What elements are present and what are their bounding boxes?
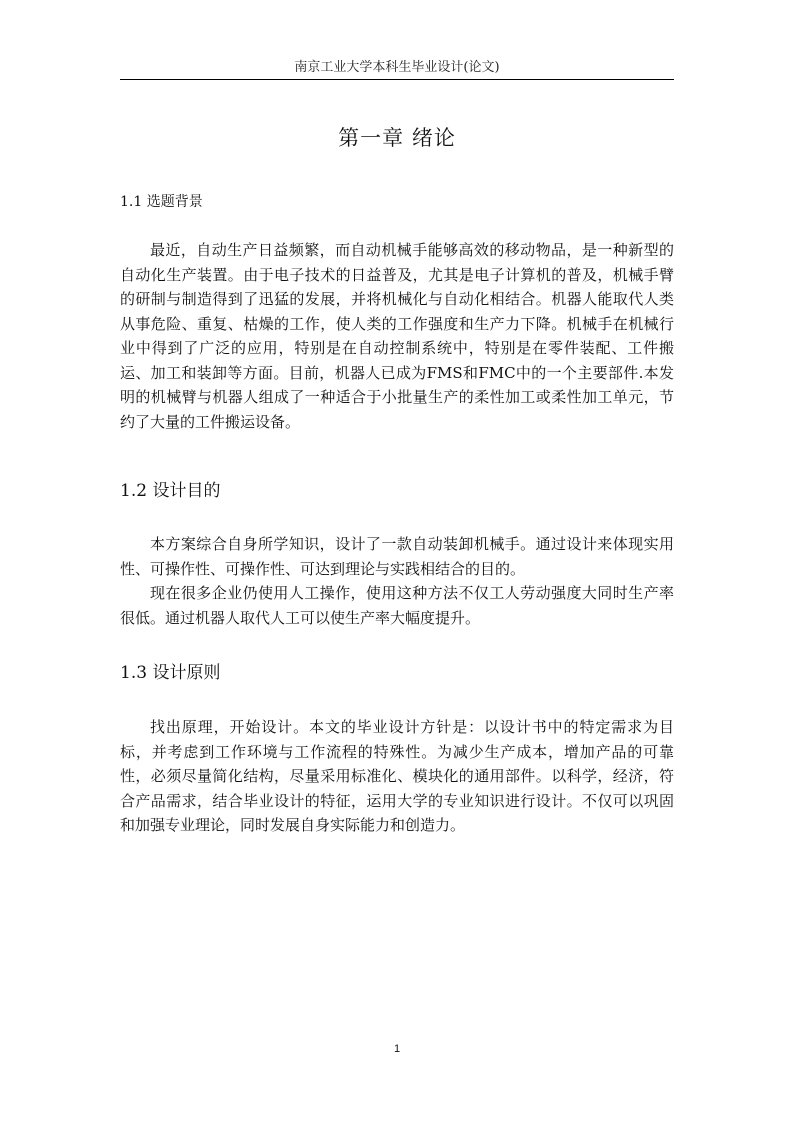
section-heading-1-1: 1.1 选题背景 [120, 194, 203, 210]
paragraph-background: 最近，自动生产日益频繁，而自动机械手能够高效的移动物品，是一种新型的自动化生产装置。由于电子技术的日益普及，尤其是电子计算机的普及，机械手臂的研制与制造得到了迅猛的发展，并将机械化与自动化相结合。机器人能取代人类从事危险、重复、枯燥的工作，使人类的工作强度和生产力下降。机械手在机械行业中得到了广泛的应用，特别是在自动控制系统中，特别是在零件装配、工件搬运、加工和装卸等方面。目前，机器人已成为FMS和FMC中的一个主要部件.本发明的机械臂与机器人组成了一种适合于小批量生产的柔性加工或柔性加工单元，节约了大量的工件搬运设备。 [120, 241, 674, 431]
paragraph-principles: 找出原理，开始设计。本文的毕业设计方针是：以设计书中的特定需求为目标，并考虑到工作环境与工作流程的特殊性。为减少生产成本，增加产品的可靠性，必须尽量简化结构，尽量采用标准化、模块化的通用部件。以科学，经济，符合产品需求，结合毕业设计的特征，运用大学的专业知识进行设计。不仅可以巩固和加强专业理论，同时发展自身实际能力和创造力。 [120, 718, 674, 834]
page-number: 1 [393, 1043, 401, 1055]
running-header: 南京工业大学本科生毕业设计(论文) [294, 60, 500, 75]
chapter-title: 第一章 绪论 [338, 126, 456, 150]
header-rule [120, 79, 674, 80]
paragraph-purpose-2: 现在很多企业仍使用人工操作，使用这种方法不仅工人劳动强度大同时生产率很低。通过机器人取代人工可以使生产率大幅度提升。 [120, 584, 674, 627]
paragraph-purpose-1: 本方案综合自身所学知识，设计了一款自动装卸机械手。通过设计来体现实用性、可操作性、可操作性、可达到理论与实践相结合的目的。 [120, 535, 674, 578]
section-heading-1-2: 1.2 设计目的 [120, 481, 221, 501]
section-heading-1-3: 1.3 设计原则 [120, 663, 221, 683]
